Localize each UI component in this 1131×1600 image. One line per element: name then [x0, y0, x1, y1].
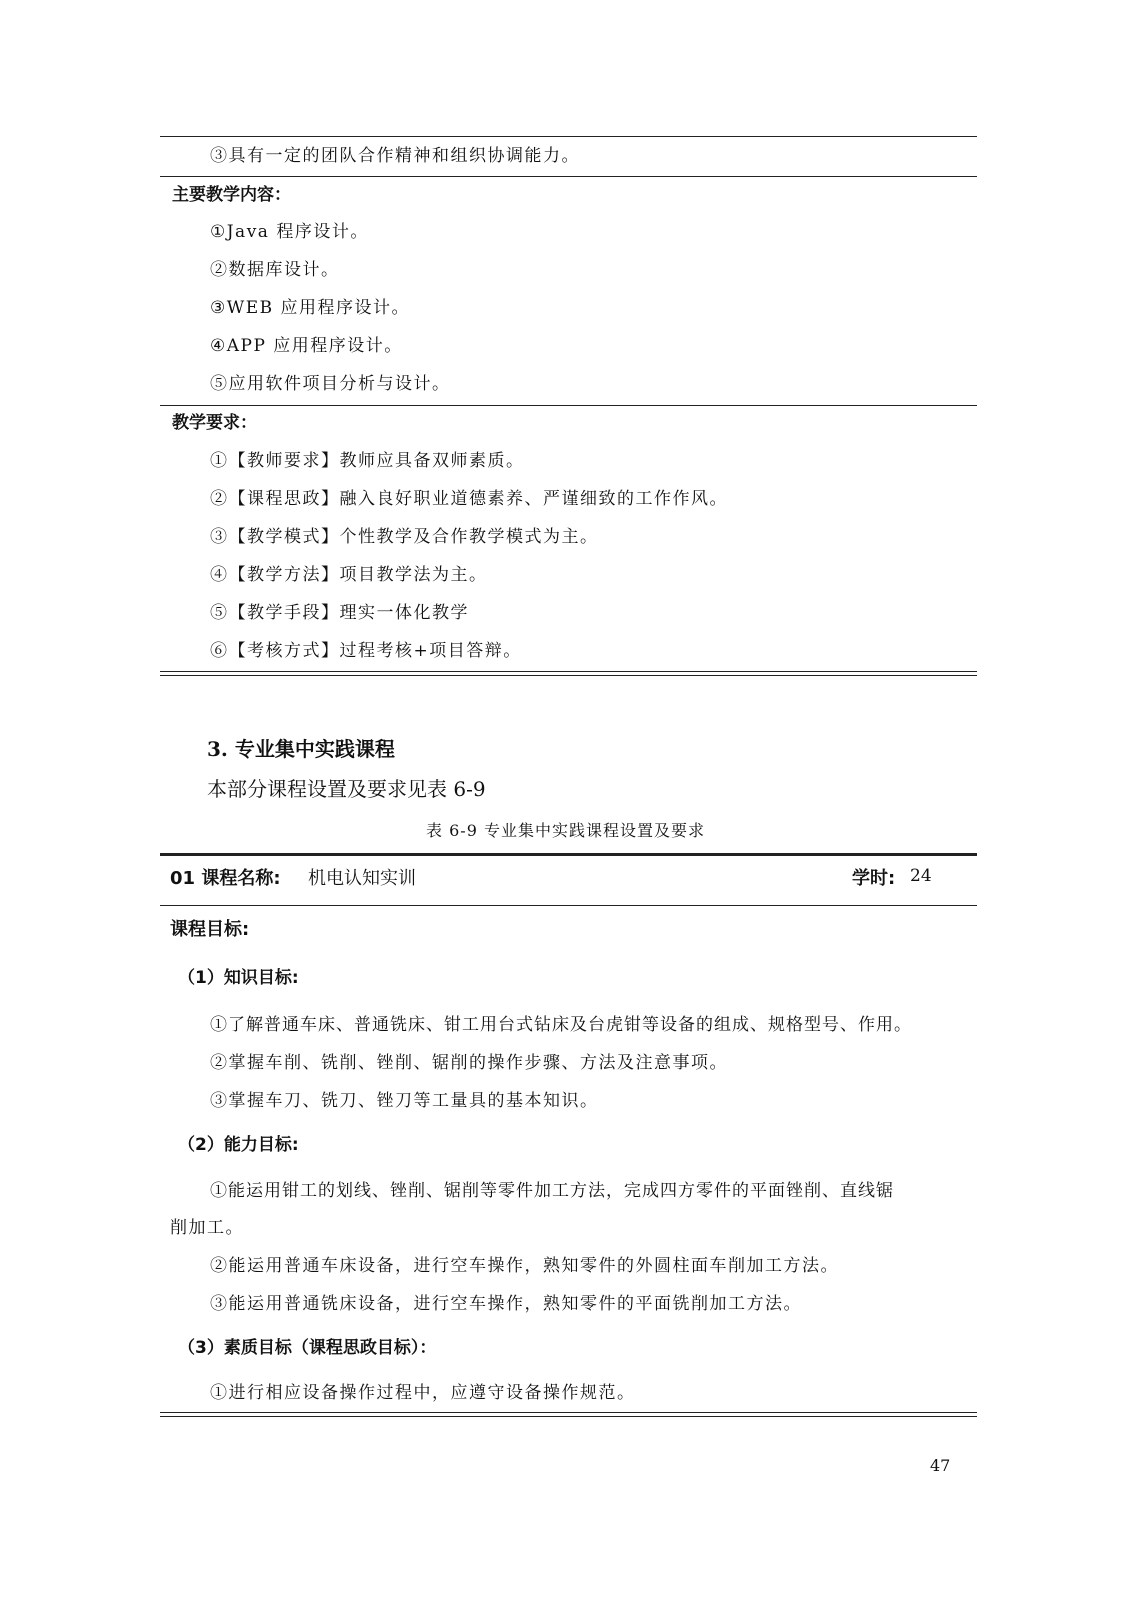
ability-item: ③能运用普通铣床设备，进行空车操作，熟知零件的平面铣削加工方法。 — [210, 1294, 802, 1314]
knowledge-item: ①了解普通车床、普通铣床、钳工用台式钻床及台虎钳等设备的组成、规格型号、作用。 — [210, 1015, 912, 1035]
ability-item-continuation: 削加工。 — [170, 1218, 244, 1238]
content-item: ②数据库设计。 — [210, 260, 340, 280]
table-bottom-rule — [160, 671, 977, 676]
content-item: ①Java 程序设计。 — [210, 222, 369, 242]
ability-item: ②能运用普通车床设备，进行空车操作，熟知零件的外圆柱面车削加工方法。 — [210, 1256, 839, 1276]
course-table-bottom-rule — [160, 1412, 977, 1417]
course-hours-label: 学时: — [852, 868, 896, 889]
divider-rule — [160, 405, 977, 406]
content-item: ⑤应用软件项目分析与设计。 — [210, 374, 451, 394]
content-label: 主要教学内容： — [172, 185, 291, 205]
quality-item: ①进行相应设备操作过程中，应遵守设备操作规范。 — [210, 1383, 636, 1403]
course-hours-value: 24 — [910, 866, 932, 886]
requirement-item: ③【教学模式】个性教学及合作教学模式为主。 — [210, 527, 599, 547]
content-item: ③WEB 应用程序设计。 — [210, 298, 411, 318]
knowledge-item: ③掌握车刀、铣刀、锉刀等工量具的基本知识。 — [210, 1091, 599, 1111]
requirement-item: ①【教师要求】教师应具备双师素质。 — [210, 451, 525, 471]
carryover-item: ③具有一定的团队合作精神和组织协调能力。 — [210, 146, 580, 166]
knowledge-item: ②掌握车削、铣削、锉削、锯削的操作步骤、方法及注意事项。 — [210, 1053, 728, 1073]
knowledge-goals-label: （1）知识目标: — [178, 968, 299, 988]
course-name-value: 机电认知实训 — [308, 868, 416, 889]
content-item: ④APP 应用程序设计。 — [210, 336, 403, 356]
course-name-label: 01 课程名称: — [170, 868, 281, 889]
section-intro: 本部分课程设置及要求见表 6-9 — [207, 777, 486, 801]
quality-goals-label: （3）素质目标（课程思政目标）： — [178, 1338, 437, 1358]
divider-rule — [160, 176, 977, 177]
page-number: 47 — [930, 1456, 951, 1475]
requirement-item: ⑥【考核方式】过程考核+项目答辩。 — [210, 641, 522, 661]
goals-label: 课程目标: — [170, 919, 250, 940]
requirements-label: 教学要求： — [172, 413, 257, 433]
top-rule — [160, 136, 977, 137]
requirement-item: ④【教学方法】项目教学法为主。 — [210, 565, 488, 585]
section-heading: 3. 专业集中实践课程 — [207, 737, 395, 761]
course-table-top-rule — [160, 853, 977, 856]
ability-item: ①能运用钳工的划线、锉削、锯削等零件加工方法，完成四方零件的平面锉削、直线锯 — [210, 1181, 894, 1201]
requirement-item: ②【课程思政】融入良好职业道德素养、严谨细致的工作作风。 — [210, 489, 728, 509]
ability-goals-label: （2）能力目标: — [178, 1135, 299, 1155]
table-caption: 表 6-9 专业集中实践课程设置及要求 — [426, 821, 705, 840]
requirement-item: ⑤【教学手段】理实一体化教学 — [210, 603, 469, 623]
divider-rule — [160, 905, 977, 906]
